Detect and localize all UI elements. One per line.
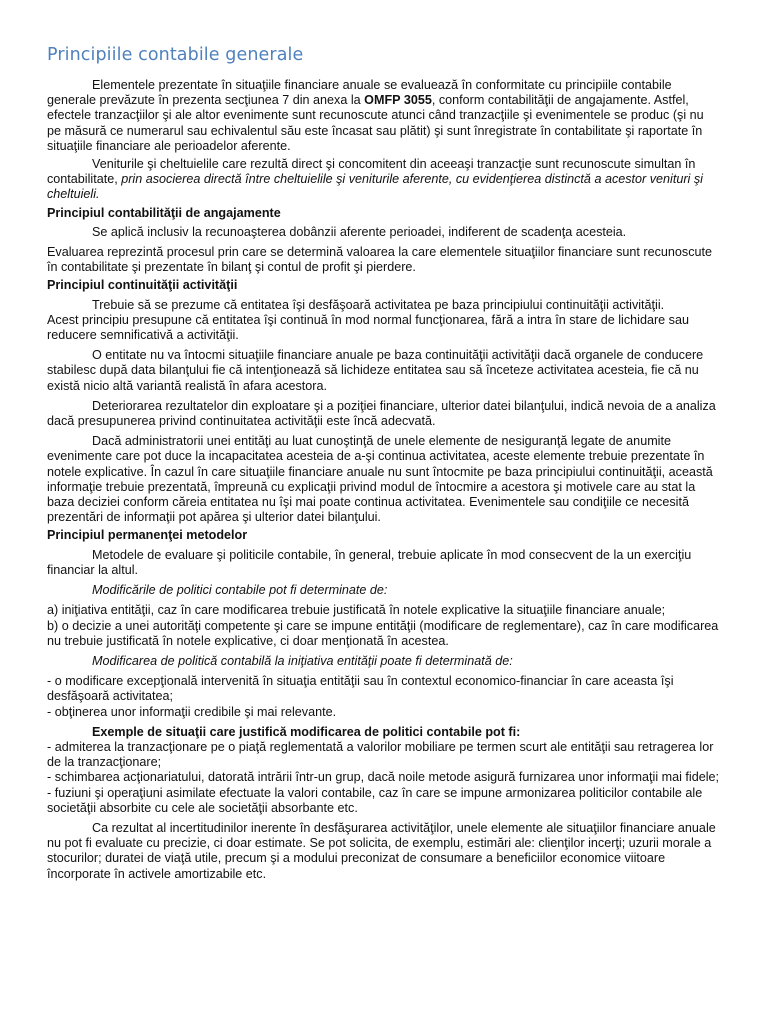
intro2-text-a: Veniturile şi cheltuielile care rezultă direct şi concomitent din aceeaşi tranzacţie sunt recunoscute simultan în contabilitate, xyxy=(47,157,696,187)
section2-paragraph-5: Dacă administratorii unei entităţi au luat cunoştinţă de unele elemente de nesiguranţă legate de anumite evenimente care pot duce la incapacitatea acesteia de a-şi continua activitatea, aceste elemente trebuie prezentate în notele explicative. În cazul în care situaţiile financiare anuale nu sunt întocmite pe baza principiului continuităţii, această informaţie trebuie prezentată, împreună cu explicaţii privind modul de întocmire a acestora şi motivele care au stat la baza deciziei conform căreia entitatea nu îşi mai poate continua activitatea. Evenimentele sau condiţiile ce necesită prezentări de informaţii pot apărea şi ulterior datei bilanţului. xyxy=(47,434,713,525)
section2-paragraph-3: O entitate nu va întocmi situaţiile financiare anuale pe baza continuităţii activităţii dacă organele de conducere stabilesc după data bilanţului fie că intenţionează să lichideze entitatea sau să înceteze activitatea acesteia, fie că nu există nicio altă variantă realistă în afara acestora. xyxy=(47,348,704,393)
section1-paragraph-2: Evaluarea reprezintă procesul prin care se determină valoarea la care elementele situaţiilor financiare sunt recunoscute în contabilitate şi prezentate în bilanţ şi contul de profit şi pierdere. xyxy=(47,245,713,275)
intro-paragraph-2 xyxy=(47,157,720,203)
section2-paragraph-1: Trebuie să se prezume că entitatea îşi desfăşoară activitatea pe baza principiului continuităţii activităţii. xyxy=(92,297,665,312)
section4-item-3: - fuziuni şi operaţiuni asimilate efectuate la valori contabile, caz în care se impune armonizarea politicilor contabile ale societăţii absorbite cu cele ale societăţii absorbante etc. xyxy=(47,785,703,815)
section3-paragraph-1: Metodele de evaluare şi politicile contabile, în general, trebuie aplicate în mod consecvent de la un exerciţiu financiar la altul. xyxy=(47,547,692,577)
section3-item-b: b) o decizie a unei autorităţi competente şi care se impune entităţii (modificare de reglementare), caz în care modificarea nu trebuie justificată în notele explicative, ci doar menţionată în acestea. xyxy=(47,618,719,648)
section2-paragraph-2: Acest principiu presupune că entitatea îşi continuă în mod normal funcţionarea, fără a intra în stare de lichidare sau reducere semnificativă a activităţii. xyxy=(47,312,689,343)
document-title: Principiile contabile generale xyxy=(47,45,304,65)
section4-item-1: - admiterea la tranzacţionare pe o piaţă reglementată a valorilor mobiliare pe termen scurt ale entităţii sau retragerea lor de la tranzacţionare; xyxy=(47,739,714,770)
section2-paragraph-4: Deteriorarea rezultatelor din exploatare şi a poziţiei financiare, ulterior datei bilanţului, indică nevoia de a analiza dacă presupunerea privind continuitatea activităţii este încă adecvată. xyxy=(47,398,716,429)
section-heading-continuitate: Principiul continuităţii activităţii xyxy=(47,278,238,293)
section3-dash-1: - o modificare excepţională intervenită în situaţia entităţii sau în contextul economico-financiar în care aceasta îşi desfăşoară activitatea; xyxy=(47,674,674,704)
section1-paragraph-1: Se aplică inclusiv la recunoaşterea dobânzii aferente perioadei, indiferent de scadenţa acesteia. xyxy=(92,224,627,239)
section4-item-2: - schimbarea acţionariatului, datorată intrării într-un grup, dacă noile metode asigură furnizarea unor informaţii mai fidele; xyxy=(47,770,720,785)
document-body xyxy=(47,78,720,882)
intro-text-b: , conform contabilităţii de angajamente. Astfel, efectele tranzacţiilor şi ale altor evenimente sunt recunoscute atunci când tranzacţiile şi evenimentele se produc (şi nu pe măsură ce numerarul sau echivalentul său este încasat sau plătit) şi sunt înregistrate în contabilitate şi raportate în situaţiile financiare ale perioadelor aferente. xyxy=(47,93,704,153)
section-heading-permanenta: Principiul permanenţei metodelor xyxy=(47,528,248,543)
section4-paragraph-1: Ca rezultat al incertitudinilor inerente în desfăşurarea activităţilor, unele elemente ale situaţiilor financiare anuale nu pot fi evaluate cu precizie, ci doar estimate. Se pot solicita, de exemplu, estimări ale: clienţilor incerţi; uzurii morale a stocurilor; duratei de viaţă utile, precum şi a modului preconizat de consumare a beneficiilor economice viitoare încorporate în activele amortizabile etc. xyxy=(47,820,716,881)
section3-paragraph-3: Modificarea de politică contabilă la iniţiativa entităţii poate fi determinată de: xyxy=(92,653,513,668)
section-heading-angajamente: Principiul contabilităţii de angajamente xyxy=(47,205,281,220)
intro-text-a: Elementele prezentate în situaţiile financiare anuale se evaluează în conformitate cu principiile contabile generale prevăzute în prezenta secţiunea 7 din anexa la xyxy=(47,78,672,108)
section3-p2-rest: determinate de: xyxy=(299,583,388,598)
section3-p2-italic: Modificările de politici contabile pot fi xyxy=(92,583,300,598)
intro2-italic: prin asocierea directă între cheltuielile şi veniturile aferente, cu evidenţierea distinctă a acestor venituri şi cheltuieli. xyxy=(47,172,703,202)
section3-paragraph-2 xyxy=(47,583,720,598)
section-heading-exemple: Exemple de situaţii care justifică modificarea de politici contabile pot fi: xyxy=(92,724,521,739)
omfp-reference: OMFP 3055 xyxy=(364,93,432,108)
section3-dash-2: - obţinerea unor informaţii credibile şi mai relevante. xyxy=(47,704,337,719)
section3-item-a: a) iniţiativa entităţii, caz în care modificarea trebuie justificată în notele explicative la situaţiile financiare anuale; xyxy=(47,603,666,618)
intro-paragraph-1 xyxy=(47,78,720,154)
